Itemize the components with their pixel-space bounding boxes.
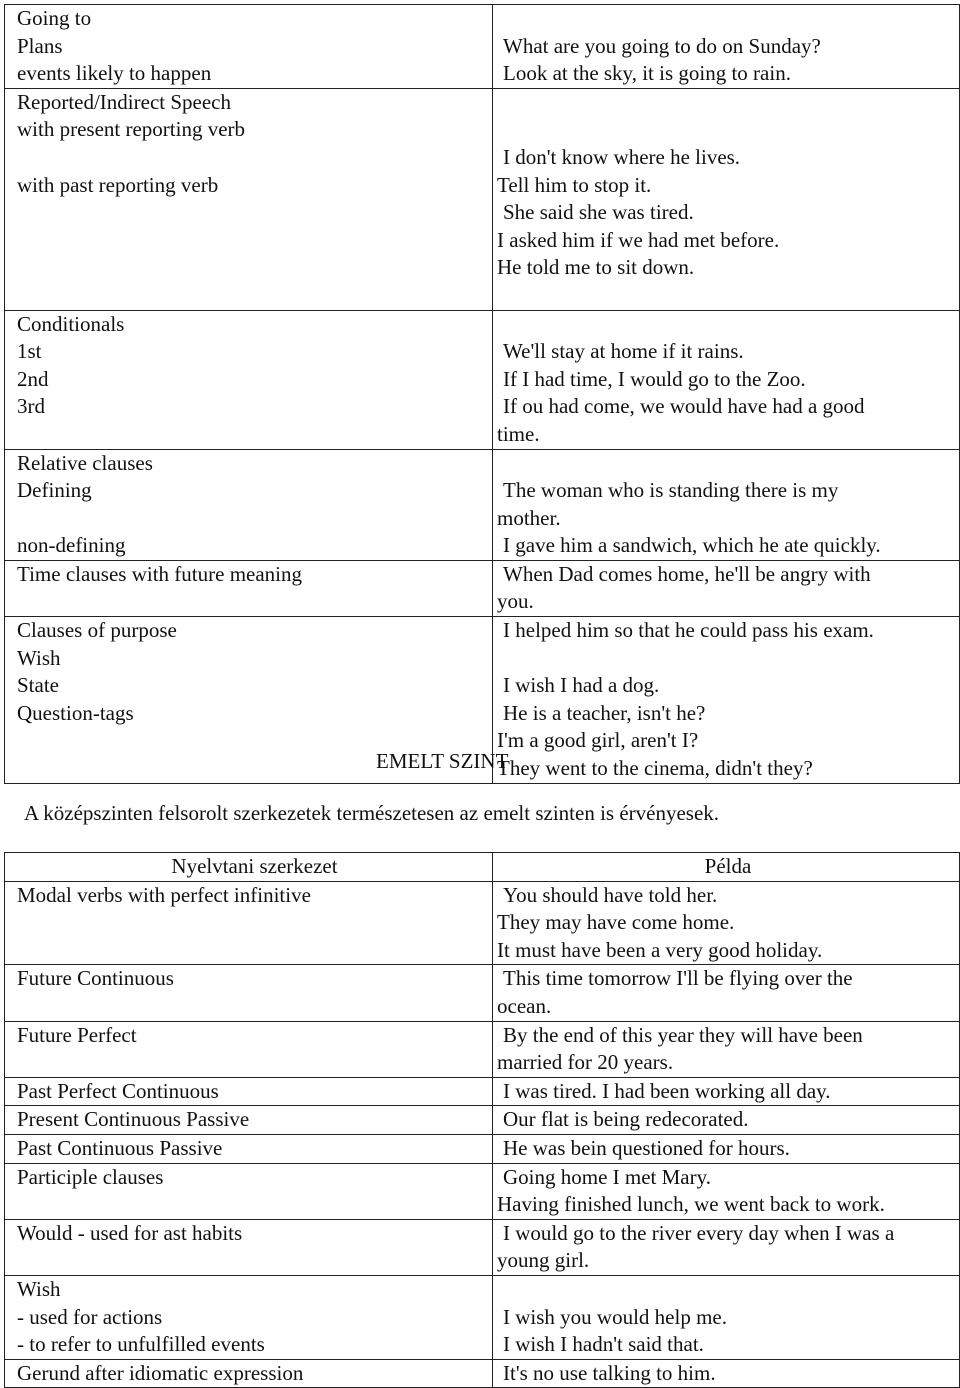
table-row — [5, 560, 960, 616]
example-line: married for 20 years. — [497, 1050, 674, 1075]
example-cell — [493, 1275, 960, 1359]
example-line: Having finished lunch, we went back to work. — [497, 1192, 885, 1217]
structure-line — [17, 1191, 492, 1219]
example-line: I would go to the river every day when I was a — [503, 1220, 895, 1245]
table-row — [5, 1021, 960, 1077]
example-cell — [493, 560, 960, 616]
example-line: He told me to sit down. — [497, 255, 695, 280]
structure-cell — [5, 1077, 493, 1106]
table-row — [5, 1106, 960, 1135]
structure-line: with past reporting verb — [17, 172, 219, 197]
example-cell — [493, 1021, 960, 1077]
example-line: I helped him so that he could pass his exam. — [503, 618, 874, 643]
table-header-row — [5, 853, 960, 882]
example-line: mother. — [497, 505, 561, 530]
structure-cell — [5, 1163, 493, 1219]
table-row — [5, 1077, 960, 1106]
example-line: We'll stay at home if it rains. — [503, 339, 744, 364]
example-line — [497, 89, 959, 117]
example-line: They may have come home. — [497, 910, 735, 935]
section-note: A középszinten felsorolt szerkezetek természetesen az emelt szinten is érvényesek. — [24, 801, 720, 825]
table-row — [5, 88, 960, 310]
example-cell — [493, 449, 960, 560]
example-line: Our flat is being redecorated. — [503, 1107, 749, 1132]
example-line: Going home I met Mary. — [503, 1164, 712, 1189]
example-line: ocean. — [497, 993, 552, 1018]
example-line: It's no use talking to him. — [503, 1360, 716, 1385]
structure-line — [17, 144, 492, 172]
structure-line: Past Perfect Continuous — [17, 1078, 219, 1103]
table-row — [5, 1275, 960, 1359]
structure-cell — [5, 1134, 493, 1163]
structure-line — [17, 421, 492, 449]
example-cell — [493, 617, 960, 784]
table-row — [5, 1359, 960, 1388]
structure-line — [17, 993, 492, 1021]
example-line: I wish I hadn't said that. — [503, 1332, 704, 1357]
structure-line — [17, 227, 492, 255]
structure-line: Wish — [17, 1276, 61, 1301]
structure-line: Time clauses with future meaning — [17, 561, 303, 586]
structure-line — [17, 254, 492, 282]
structure-line: Participle clauses — [17, 1164, 164, 1189]
structure-line: Question-tags — [17, 700, 134, 725]
structure-line — [17, 199, 492, 227]
example-line: I wish you would help me. — [503, 1304, 727, 1329]
structure-line: Going to — [17, 6, 92, 30]
structure-line: Reported/Indirect Speech — [17, 89, 231, 114]
structure-line: 3rd — [17, 394, 45, 419]
structure-line: 1st — [17, 339, 42, 364]
example-cell — [493, 1106, 960, 1135]
structure-line: non-defining — [17, 533, 126, 558]
grammar-table-advanced — [4, 852, 960, 1388]
structure-line — [17, 282, 492, 310]
example-cell — [493, 1219, 960, 1275]
structure-line: Gerund after idiomatic expression — [17, 1360, 304, 1385]
example-line: Tell him to stop it. — [497, 172, 652, 197]
structure-line: Plans — [17, 33, 63, 58]
table-row — [5, 310, 960, 449]
example-line: If I had time, I would go to the Zoo. — [503, 366, 806, 391]
structure-cell — [5, 881, 493, 965]
structure-cell — [5, 449, 493, 560]
header-example: Példa — [493, 853, 960, 882]
structure-line: events likely to happen — [17, 61, 212, 86]
example-cell — [493, 1077, 960, 1106]
structure-line: - used for actions — [17, 1304, 163, 1329]
example-line: This time tomorrow I'll be flying over the — [503, 966, 853, 991]
example-line — [497, 645, 959, 673]
example-line: It must have been a very good holiday. — [497, 937, 823, 962]
structure-line: State — [17, 673, 59, 698]
structure-cell — [5, 1359, 493, 1388]
structure-line: Defining — [17, 478, 92, 503]
example-line: I'm a good girl, aren't I? — [497, 728, 699, 753]
structure-cell — [5, 560, 493, 616]
structure-line — [17, 505, 492, 533]
structure-line — [17, 1049, 492, 1077]
example-cell — [493, 965, 960, 1021]
structure-line: 2nd — [17, 366, 49, 391]
structure-line: Future Perfect — [17, 1022, 137, 1047]
example-line — [497, 5, 959, 33]
structure-line: Conditionals — [17, 311, 125, 336]
example-line: I asked him if we had met before. — [497, 227, 780, 252]
example-cell — [493, 881, 960, 965]
table-row — [5, 1134, 960, 1163]
section-title-emelt-szint: EMELT SZINT — [376, 749, 509, 773]
table-row — [5, 965, 960, 1021]
example-line — [497, 282, 959, 310]
example-line: I gave him a sandwich, which he ate quickly. — [503, 533, 881, 558]
example-cell — [493, 1163, 960, 1219]
structure-line: Would - used for ast habits — [17, 1220, 243, 1245]
structure-line — [17, 909, 492, 937]
structure-cell — [5, 1275, 493, 1359]
example-line: When Dad comes home, he'll be angry with — [503, 561, 871, 586]
structure-line: Modal verbs with perfect infinitive — [17, 882, 311, 907]
structure-cell — [5, 310, 493, 449]
example-cell — [493, 1134, 960, 1163]
example-cell — [493, 1359, 960, 1388]
grammar-table-basic — [4, 4, 960, 784]
structure-line: Present Continuous Passive — [17, 1107, 250, 1132]
example-line — [497, 450, 959, 478]
structure-cell — [5, 1021, 493, 1077]
example-line: If ou had come, we would have had a good — [503, 394, 865, 419]
structure-line: Relative clauses — [17, 450, 153, 475]
example-line: By the end of this year they will have been — [503, 1022, 863, 1047]
table-row — [5, 881, 960, 965]
structure-cell — [5, 1106, 493, 1135]
example-line — [497, 311, 959, 339]
example-line: I wish I had a dog. — [503, 673, 660, 698]
structure-line: with present reporting verb — [17, 117, 246, 142]
structure-line: Wish — [17, 645, 61, 670]
structure-line: - to refer to unfulfilled events — [17, 1332, 265, 1357]
structure-cell — [5, 5, 493, 89]
example-line: time. — [497, 421, 540, 446]
example-line: He was bein questioned for hours. — [503, 1135, 790, 1160]
example-line — [497, 1276, 959, 1304]
example-line: The woman who is standing there is my — [503, 478, 839, 503]
example-line: You should have told her. — [503, 882, 718, 907]
header-structure: Nyelvtani szerkezet — [5, 853, 493, 882]
structure-line: Past Continuous Passive — [17, 1135, 223, 1160]
structure-line: Clauses of purpose — [17, 618, 177, 643]
example-cell — [493, 5, 960, 89]
table-row — [5, 1219, 960, 1275]
structure-cell — [5, 965, 493, 1021]
example-cell — [493, 310, 960, 449]
table-row — [5, 449, 960, 560]
example-line: They went to the cinema, didn't they? — [497, 756, 813, 781]
example-line: What are you going to do on Sunday? — [503, 33, 821, 58]
table-row — [5, 5, 960, 89]
example-line: you. — [497, 589, 534, 614]
structure-line: Future Continuous — [17, 966, 174, 991]
example-line: She said she was tired. — [503, 200, 694, 225]
example-line: He is a teacher, isn't he? — [503, 700, 706, 725]
example-line: I don't know where he lives. — [503, 144, 741, 169]
structure-line — [17, 937, 492, 965]
structure-cell — [5, 88, 493, 310]
table-row — [5, 1163, 960, 1219]
structure-line — [17, 1247, 492, 1275]
structure-cell — [5, 1219, 493, 1275]
structure-line — [17, 588, 492, 616]
example-line — [497, 116, 959, 144]
example-line: I was tired. I had been working all day. — [503, 1078, 831, 1103]
example-line: Look at the sky, it is going to rain. — [503, 61, 791, 86]
example-cell — [493, 88, 960, 310]
example-line: young girl. — [497, 1248, 590, 1273]
